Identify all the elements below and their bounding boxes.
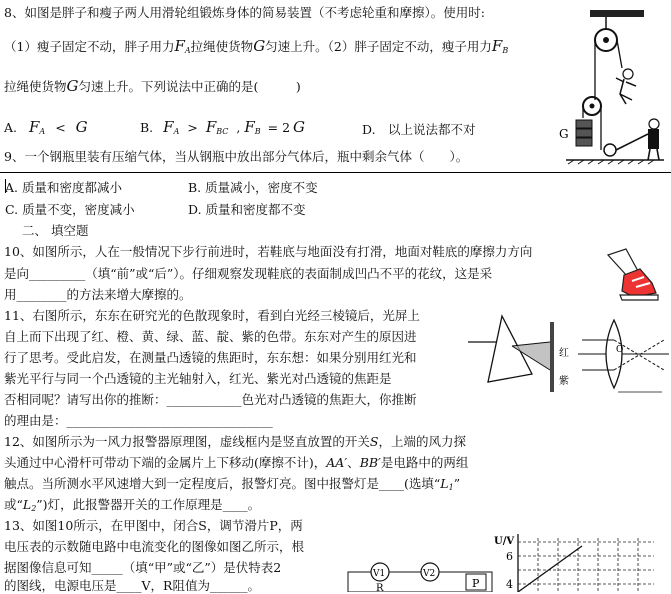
- divider-line: [0, 172, 671, 173]
- fig-v2-label: V2: [423, 569, 436, 579]
- q12-l1: L: [440, 476, 449, 491]
- q12-line1: [4, 434, 466, 450]
- pulley-figure: [556, 8, 668, 170]
- prism-lens-figure: [466, 312, 671, 408]
- shoe-figure: [604, 247, 664, 305]
- q8-line2-b: 拉绳使货物: [190, 39, 254, 54]
- q9-line1: 9、一个钢瓶里装有压缩气体，当从钢瓶中放出部分气体后，瓶中剩余气体（ ）。: [4, 149, 469, 164]
- opt-b-fa-sub: A: [173, 127, 180, 136]
- q12-aa: AA′: [326, 455, 348, 470]
- q11-line6: 的理由是：_________________________________: [4, 413, 273, 428]
- q8-line1: 8、如图是胖子和瘦子两人用滑轮组锻炼身体的简易装置（不考虑轮重和摩擦）。使用时:: [4, 5, 485, 20]
- fb-sub: B: [502, 46, 509, 55]
- q8-line3-a: 拉绳使货物: [4, 79, 67, 94]
- q12-line4: [4, 497, 260, 517]
- opt-b-rel1: >: [187, 120, 198, 135]
- q8-line2: [4, 38, 508, 59]
- fig-red-label: 红: [559, 348, 569, 359]
- q12-sep: 、: [347, 455, 360, 470]
- q12-line4-a: 或“: [4, 497, 23, 512]
- q8-option-b: B. $F_A > F_{BC}$ , $F_B = 2$ G: [140, 118, 306, 136]
- opt-a-g: G: [75, 118, 88, 136]
- fig-o-label: O: [616, 345, 624, 355]
- q11-line3: 行了思考。受此启发，在测量凸透镜的焦距时，东东想：如果分别用红光和: [4, 350, 417, 365]
- q11-line4: 紫光平行与同一个凸透镜的主光轴射入，红光、紫光对凸透镜的焦距是: [4, 371, 392, 386]
- fig-r-label: R: [376, 583, 384, 592]
- q8-line3: [4, 78, 301, 95]
- q9-option-a: A. 质量和密度都减小: [5, 180, 122, 195]
- q9-option-c: C. 质量不变，密度减小: [5, 202, 135, 217]
- q12-l2: L: [22, 497, 32, 512]
- fa-symbol: F: [174, 37, 185, 55]
- fig-v1-label: V1: [373, 569, 386, 579]
- opt-b-fa: F: [163, 118, 174, 136]
- q12-line4-b: ”)灯，此报警器开关的工作原理是____。: [36, 497, 261, 512]
- opt-b-fb: F: [205, 118, 217, 136]
- q12-s: S: [369, 434, 379, 449]
- q8-option-d: D. 以上说法都不对: [362, 122, 476, 137]
- opt-b-label: B.: [140, 120, 154, 135]
- q12-line3-end: ”: [453, 476, 461, 491]
- opt-b-g: G: [293, 118, 306, 136]
- q11-line2: 自上而下出现了红、橙、黄、绿、蓝、靛、紫的色带。东东对产生的原因进: [4, 329, 417, 344]
- q12-l2-sub: 2: [31, 504, 37, 513]
- opt-a-rel: <: [55, 120, 66, 135]
- q12-line3: [4, 476, 460, 496]
- q8-line2-c: 匀速上升。（2）胖子固定不动，瘦子用力: [265, 39, 492, 54]
- q9-option-b: B. 质量减小，密度不变: [188, 180, 318, 195]
- q13-line4: 的图线，电源电压是____V，R阻值为______。: [4, 578, 260, 593]
- fig-tick-4: 4: [506, 578, 513, 591]
- g-symbol-2: G: [66, 77, 79, 95]
- q12-line2-b: 是电路中的两组: [380, 455, 469, 470]
- q10-line1: 10、如图所示，人在一般情况下步行前进时，若鞋底与地面没有打滑，地面对鞋底的摩擦力方向: [4, 244, 533, 259]
- q10-line3: 用________的方法来增大摩擦的。: [4, 287, 192, 302]
- q10-line2: 是向_________（填“前”或“后”）。仔细观察发现鞋底的表面制成凹凸不平的花纹，这是采: [4, 266, 493, 281]
- q13-line1: 13、如图10所示，在甲图中，闭合S，调节滑片P，两: [4, 518, 303, 533]
- q12-line1-a: 12、如图所示为一风力报警器原理图，虚线框内是竖直放置的开关: [4, 434, 370, 449]
- fig-axis-u: U/V: [494, 536, 515, 547]
- opt-b-sub2: BC: [216, 127, 229, 136]
- q12-line2-a: 头通过中心滑杆可带动下端的金属片上下移动(摩擦不计)，: [4, 455, 327, 470]
- fig-tick-6: 6: [506, 550, 513, 563]
- opt-b-fb2-sub: B: [254, 127, 261, 136]
- opt-a-fa: F: [29, 118, 40, 136]
- circuit-figure: [346, 560, 496, 592]
- opt-b-fb2: F: [244, 118, 255, 136]
- q12-line3-a: 触点。当所测水平风速增大到一定程度后，报警灯亮。图中报警灯是____(选填“: [4, 476, 441, 491]
- q12-l1-sub: 1: [448, 483, 454, 492]
- fig-p-label: P: [472, 577, 480, 590]
- opt-b-rel2: = 2: [267, 120, 291, 135]
- q12-line1-b: ，上端的风力探: [378, 434, 467, 449]
- section-title: 二、 填空题: [22, 223, 89, 238]
- fig-g-label: G: [559, 127, 569, 141]
- g-symbol: G: [253, 37, 266, 55]
- q11-line5: 否相同呢？请写出你的推断：____________色光对凸透镜的焦距大，你推断: [4, 392, 417, 407]
- q12-line2: [4, 455, 468, 471]
- fa-sub: A: [184, 46, 191, 55]
- q13-line2: 电压表的示数随电路中电流变化的图像如图乙所示，根: [4, 539, 305, 554]
- fig-purple-label: 紫: [559, 376, 569, 387]
- q8-line3-b: 匀速上升。下列说法中正确的是( ): [78, 79, 301, 94]
- opt-a-fa-sub: A: [39, 127, 46, 136]
- q11-line1: 11、右图所示，东东在研究光的色散现象时，看到白光经三棱镜后，光屏上: [4, 308, 420, 323]
- opt-a-label: A.: [4, 120, 18, 135]
- q12-bb: BB′: [359, 455, 381, 470]
- q8-options: [4, 119, 88, 140]
- q8-line2-a: （1）瘦子固定不动，胖子用力: [4, 39, 175, 54]
- q13-line3: 据图像信息可知_____（填“甲”或“乙”）是伏特表2: [4, 560, 282, 575]
- ui-graph-figure: [494, 530, 671, 592]
- q9-option-d: D. 质量和密度都不变: [188, 202, 306, 217]
- fb-symbol: F: [491, 37, 503, 55]
